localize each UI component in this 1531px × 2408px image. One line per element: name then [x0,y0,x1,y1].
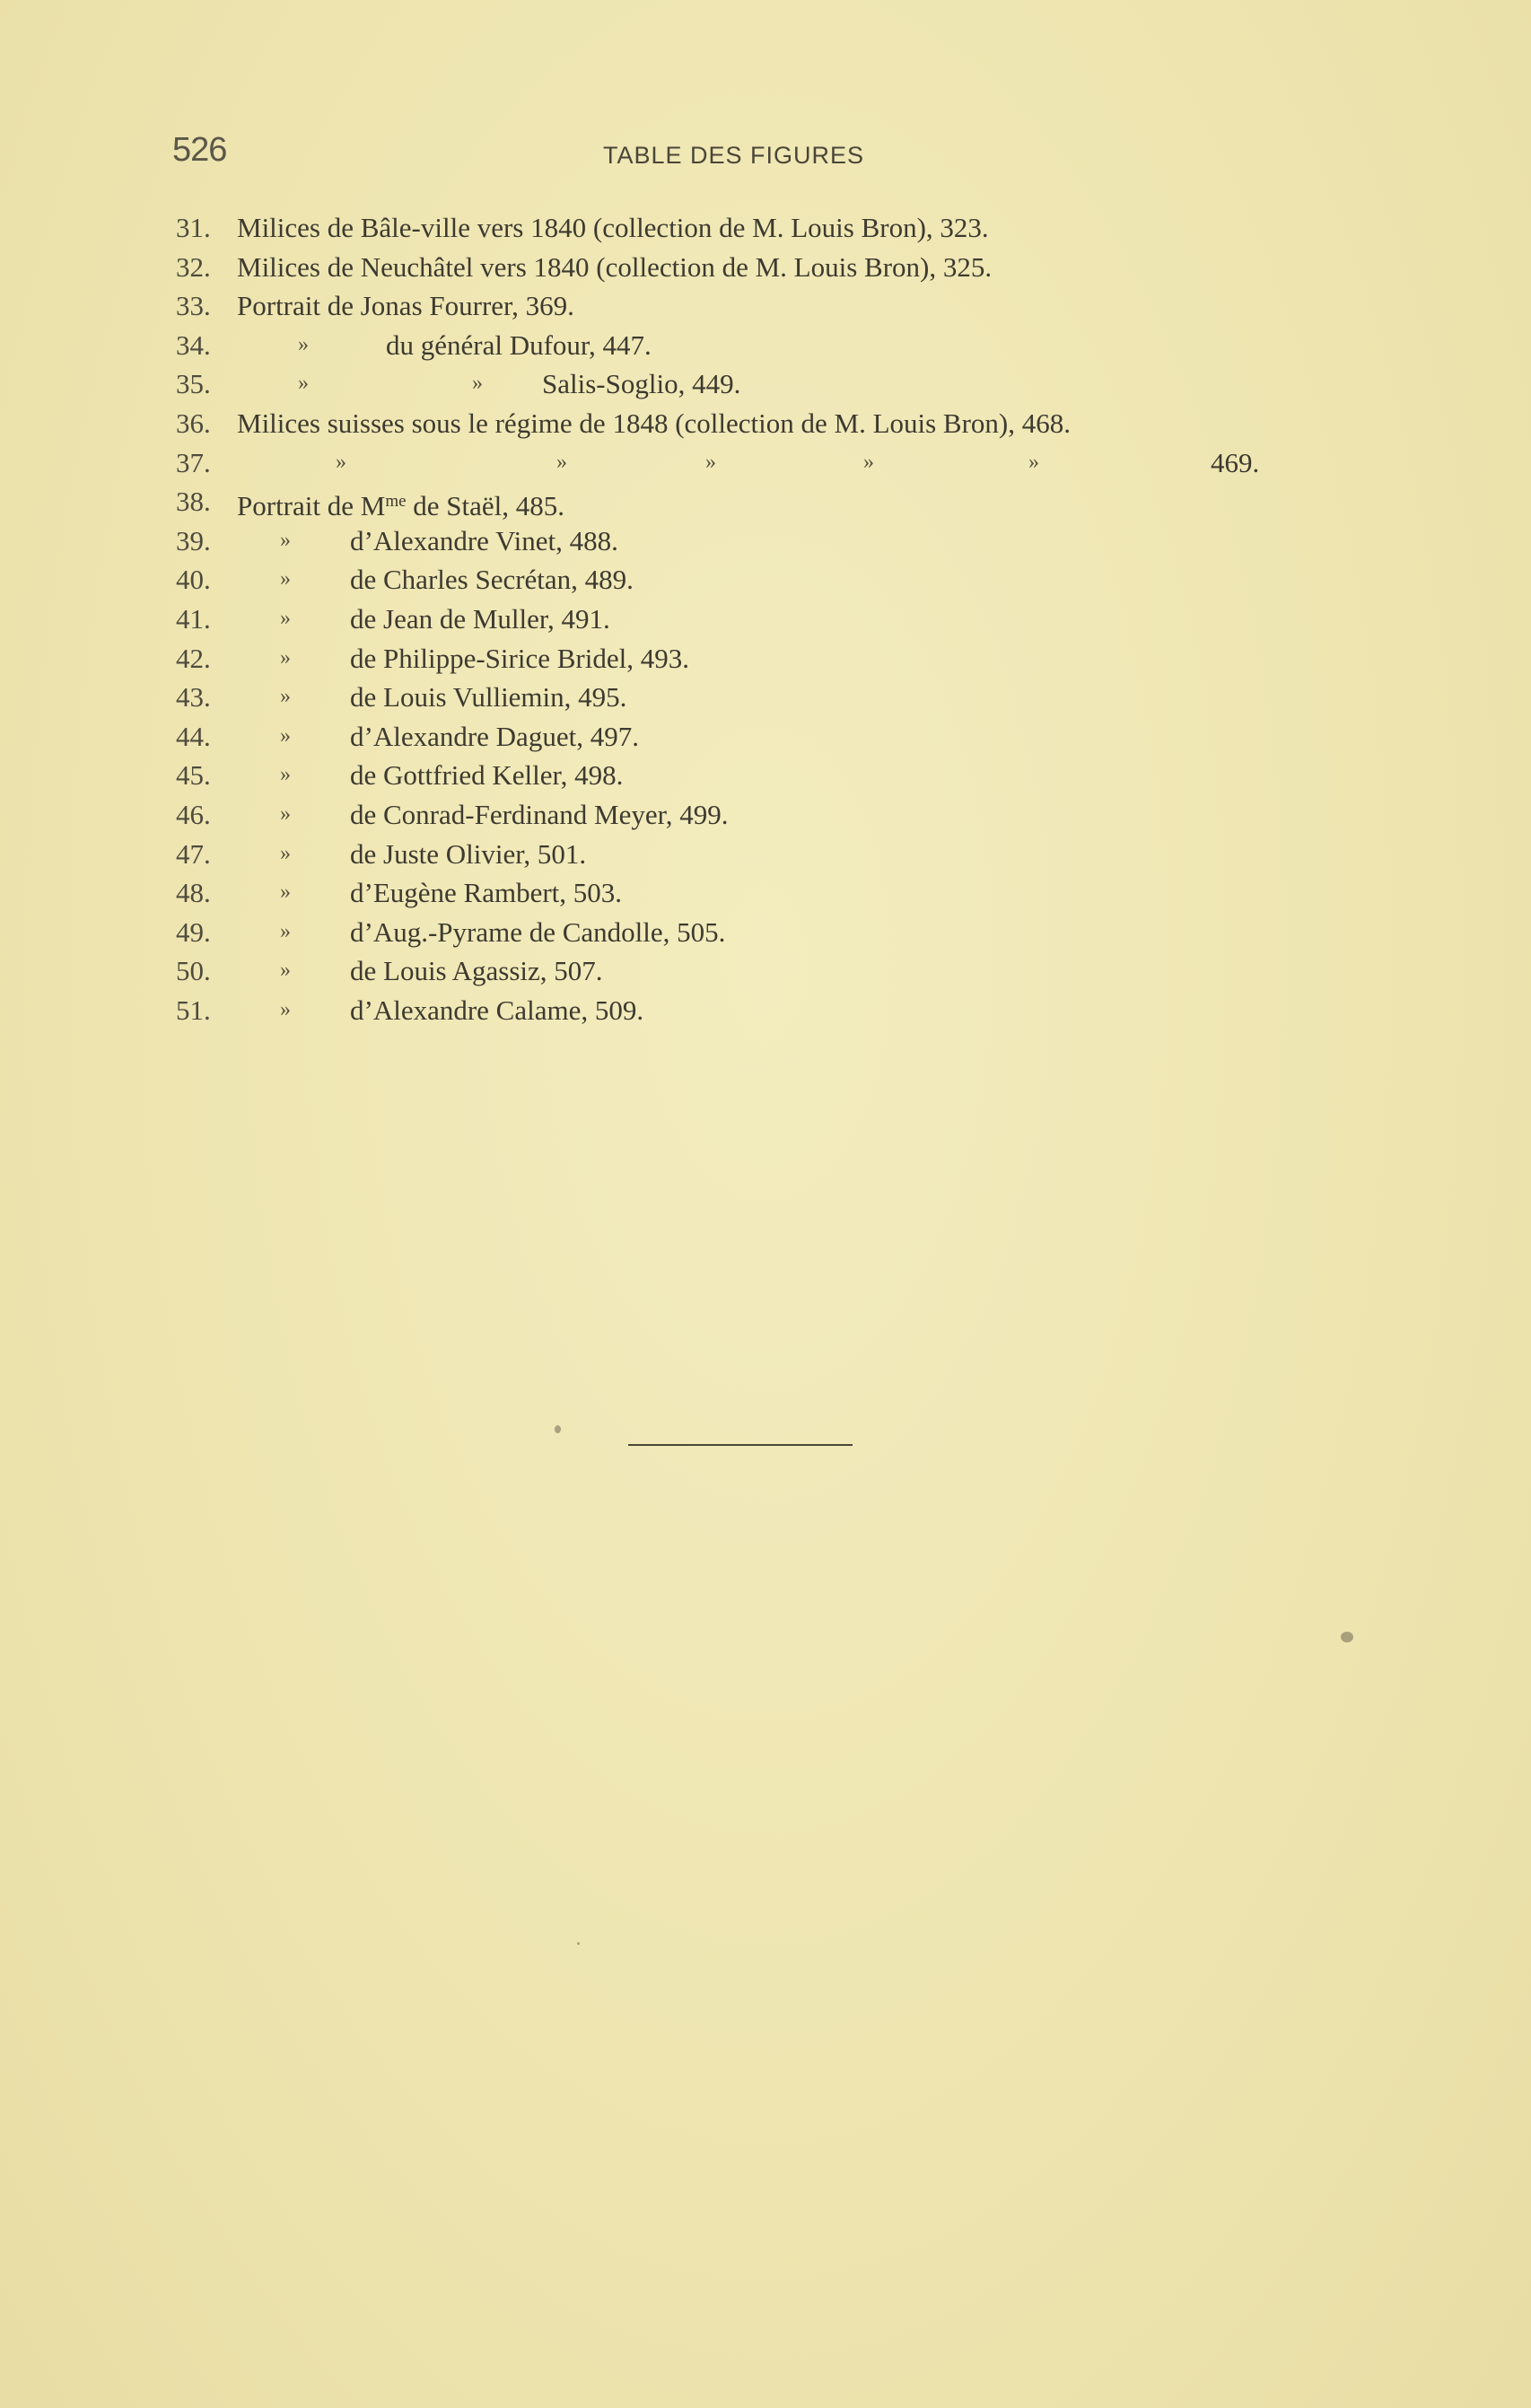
list-item [176,717,1307,757]
entry-text: de Louis Agassiz, 507. [350,955,603,987]
ditto-mark: » [280,959,291,983]
list-item [176,835,1307,874]
paper-speck [577,1942,580,1945]
entry-number: 33. [176,290,211,322]
ditto-mark: » [863,450,874,474]
entry-text: Milices suisses sous le régime de 1848 (collection de M. Louis Bron), 468. [237,407,1072,439]
entry-text: du général Dufour, 447. [386,328,652,361]
ditto-mark: » [280,841,291,865]
entry-text: de Jean de Muller, 491. [350,602,610,635]
list-item [176,248,1307,287]
list-item [176,756,1307,795]
entry-number: 43. [176,681,211,714]
list-item [176,639,1307,679]
entry-number: 42. [176,642,211,674]
list-item [176,600,1307,639]
entry-number: 44. [176,720,211,752]
entry-number: 38. [176,486,211,518]
entry-page-ref: 469. [1211,446,1260,478]
list-item [176,326,1307,365]
entry-number: 37. [176,446,211,478]
entry-text: Milices de Bâle-ville vers 1840 (collection de M. Louis Bron), 323. [237,212,989,243]
list-item [176,913,1307,952]
entry-text: Milices de Neuchâtel vers 1840 (collection de M. Louis Bron), 325. [237,250,993,283]
paper-speck [555,1425,561,1433]
list-item [176,443,1307,483]
list-item [176,286,1307,326]
entry-text: Salis-Soglio, 449. [542,368,741,400]
entry-number: 41. [176,602,211,635]
ditto-mark: » [280,723,291,748]
ditto-mark: » [298,372,309,396]
ditto-mark: » [280,685,291,709]
entry-text: d’Eugène Rambert, 503. [350,877,623,909]
entry-number: 36. [176,407,211,439]
ditto-mark: » [280,606,291,630]
list-item [176,404,1307,443]
entry-text: de Conrad-Ferdinand Meyer, 499. [350,798,729,830]
list-item [176,208,1307,248]
entry-text: de Philippe-Sirice Bridel, 493. [350,642,689,674]
ditto-mark: » [298,332,309,356]
entry-number: 51. [176,994,211,1026]
list-item [176,678,1307,717]
list-item [176,873,1307,913]
ditto-mark: » [280,801,291,826]
entry-text: d’Alexandre Calame, 509. [350,994,644,1026]
ditto-mark: » [556,450,567,474]
entry-number: 49. [176,915,211,948]
entry-number: 40. [176,564,211,596]
ditto-mark: » [336,450,346,474]
entry-text: Portrait de Jonas Fourrer, 369. [237,290,574,322]
entry-text: d’Alexandre Daguet, 497. [350,720,639,752]
ditto-mark: » [472,372,483,396]
entry-text: d’Aug.-Pyrame de Candolle, 505. [350,915,726,948]
list-item [176,364,1307,404]
ditto-mark: » [280,880,291,905]
running-head: TABLE DES FIGURES [603,142,865,169]
entry-number: 39. [176,524,211,556]
entry-text: de Juste Olivier, 501. [350,837,587,870]
figure-list [176,208,1307,1029]
entry-text: de Gottfried Keller, 498. [350,759,624,792]
end-rule [628,1444,853,1446]
entry-text: d’Alexandre Vinet, 488. [350,524,618,556]
ditto-mark: » [280,763,291,787]
page-number: 526 [172,131,227,169]
list-item [176,795,1307,835]
ditto-mark: » [280,528,291,552]
entry-number: 34. [176,328,211,361]
ditto-mark: » [280,919,291,943]
entry-number: 48. [176,877,211,909]
list-item [176,482,1307,521]
ditto-mark: » [705,450,716,474]
entry-number: 46. [176,798,211,830]
list-item [176,951,1307,991]
entry-text: Portrait de $M^{me}$ de Staël, 485. [237,490,565,522]
ditto-mark: » [280,567,291,591]
entry-number: 32. [176,250,211,283]
list-item [176,521,1307,561]
entry-number: 50. [176,955,211,987]
paper-speck [1341,1632,1353,1642]
list-item [176,991,1307,1030]
list-item [176,560,1307,600]
entry-text: de Louis Vulliemin, 495. [350,681,627,714]
entry-number: 45. [176,759,211,792]
entry-text: de Charles Secrétan, 489. [350,564,634,596]
ditto-mark: » [280,645,291,670]
entry-number: 47. [176,837,211,870]
entry-number: 31. [176,212,211,243]
ditto-mark: » [280,997,291,1021]
entry-number: 35. [176,368,211,400]
ditto-mark: » [1028,450,1039,474]
